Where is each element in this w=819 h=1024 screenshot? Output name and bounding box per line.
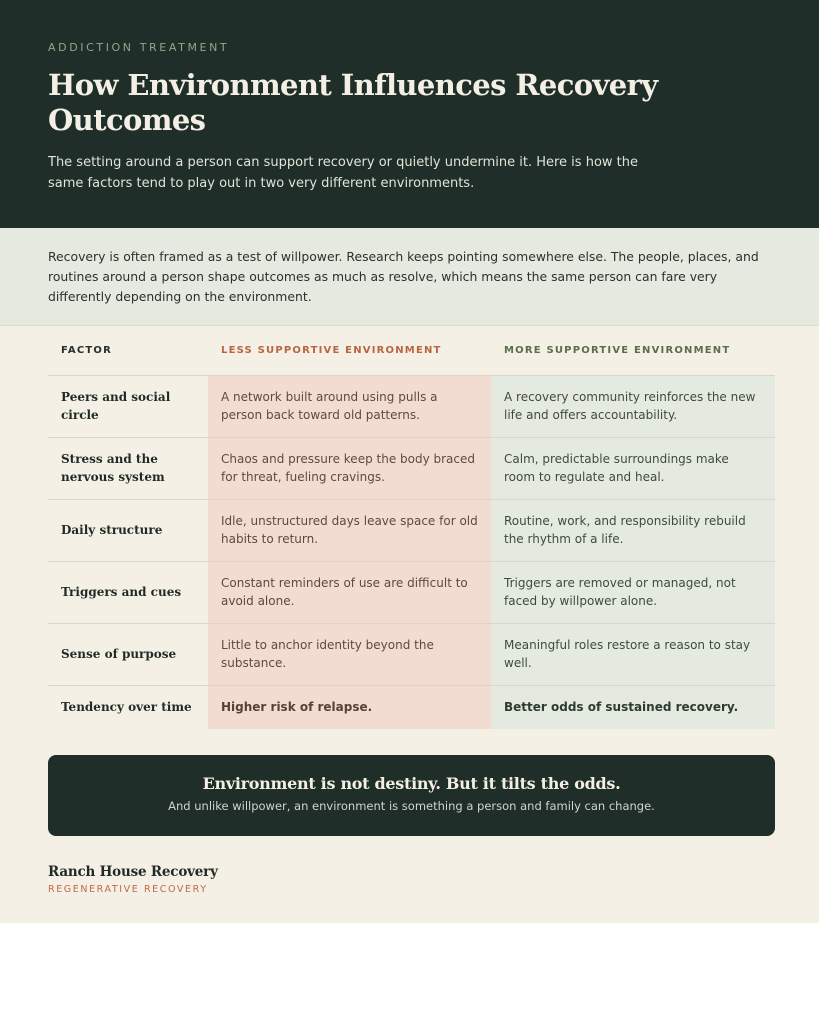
page-title: How Environment Influences Recovery Outcomes — [48, 68, 658, 137]
callout-title: Environment is not destiny. But it tilts the odds. — [202, 774, 621, 793]
comparison-table — [48, 326, 775, 729]
page-header — [0, 0, 819, 228]
callout-box — [48, 755, 775, 836]
factor-cell: Stress and the nervous system — [48, 437, 208, 499]
less-supportive-cell: A network built around using pulls a person back toward old patterns. — [208, 375, 491, 437]
table-row — [48, 561, 775, 623]
more-supportive-cell: Routine, work, and responsibility rebuild the rhythm of a life. — [491, 499, 775, 561]
less-supportive-cell: Constant reminders of use are difficult to avoid alone. — [208, 561, 491, 623]
callout-subtitle: And unlike willpower, an environment is something a person and family can change. — [168, 799, 655, 813]
intro-section — [0, 228, 819, 326]
table-row — [48, 437, 775, 499]
main-content — [0, 326, 819, 923]
eyebrow-label: ADDICTION TREATMENT — [48, 41, 230, 54]
brand-name: Ranch House Recovery — [48, 864, 218, 880]
brand-block — [48, 864, 775, 895]
intro-text: Recovery is often framed as a test of willpower. Research keeps pointing somewhere else. The people, places, and routines around a person shape outcomes as much as resolve, which means the same person can fare very differently depending on the environment. — [48, 249, 759, 304]
more-supportive-cell: Better odds of sustained recovery. — [491, 685, 775, 729]
less-supportive-cell: Idle, unstructured days leave space for old habits to return. — [208, 499, 491, 561]
table-header-row — [48, 326, 775, 375]
page-subtitle: The setting around a person can support recovery or quietly undermine it. Here is how the same factors tend to play out in two very different environments. — [48, 155, 638, 191]
less-supportive-cell: Higher risk of relapse. — [208, 685, 491, 729]
factor-cell: Daily structure — [48, 499, 208, 561]
more-supportive-cell: Triggers are removed or managed, not faced by willpower alone. — [491, 561, 775, 623]
more-supportive-cell: A recovery community reinforces the new life and offers accountability. — [491, 375, 775, 437]
factor-cell: Peers and social circle — [48, 375, 208, 437]
brand-tagline: REGENERATIVE RECOVERY — [48, 884, 208, 895]
factor-cell: Sense of purpose — [48, 623, 208, 685]
table-row-summary — [48, 685, 775, 729]
table-row — [48, 499, 775, 561]
table-row — [48, 375, 775, 437]
header-factor: FACTOR — [61, 344, 112, 356]
table-row — [48, 623, 775, 685]
factor-cell: Tendency over time — [48, 685, 208, 729]
factor-cell: Triggers and cues — [48, 561, 208, 623]
less-supportive-cell: Chaos and pressure keep the body braced for threat, fueling cravings. — [208, 437, 491, 499]
header-more-supportive: MORE SUPPORTIVE ENVIRONMENT — [504, 344, 731, 356]
more-supportive-cell: Meaningful roles restore a reason to stay well. — [491, 623, 775, 685]
less-supportive-cell: Little to anchor identity beyond the substance. — [208, 623, 491, 685]
header-less-supportive: LESS SUPPORTIVE ENVIRONMENT — [221, 344, 442, 356]
more-supportive-cell: Calm, predictable surroundings make room to regulate and heal. — [491, 437, 775, 499]
